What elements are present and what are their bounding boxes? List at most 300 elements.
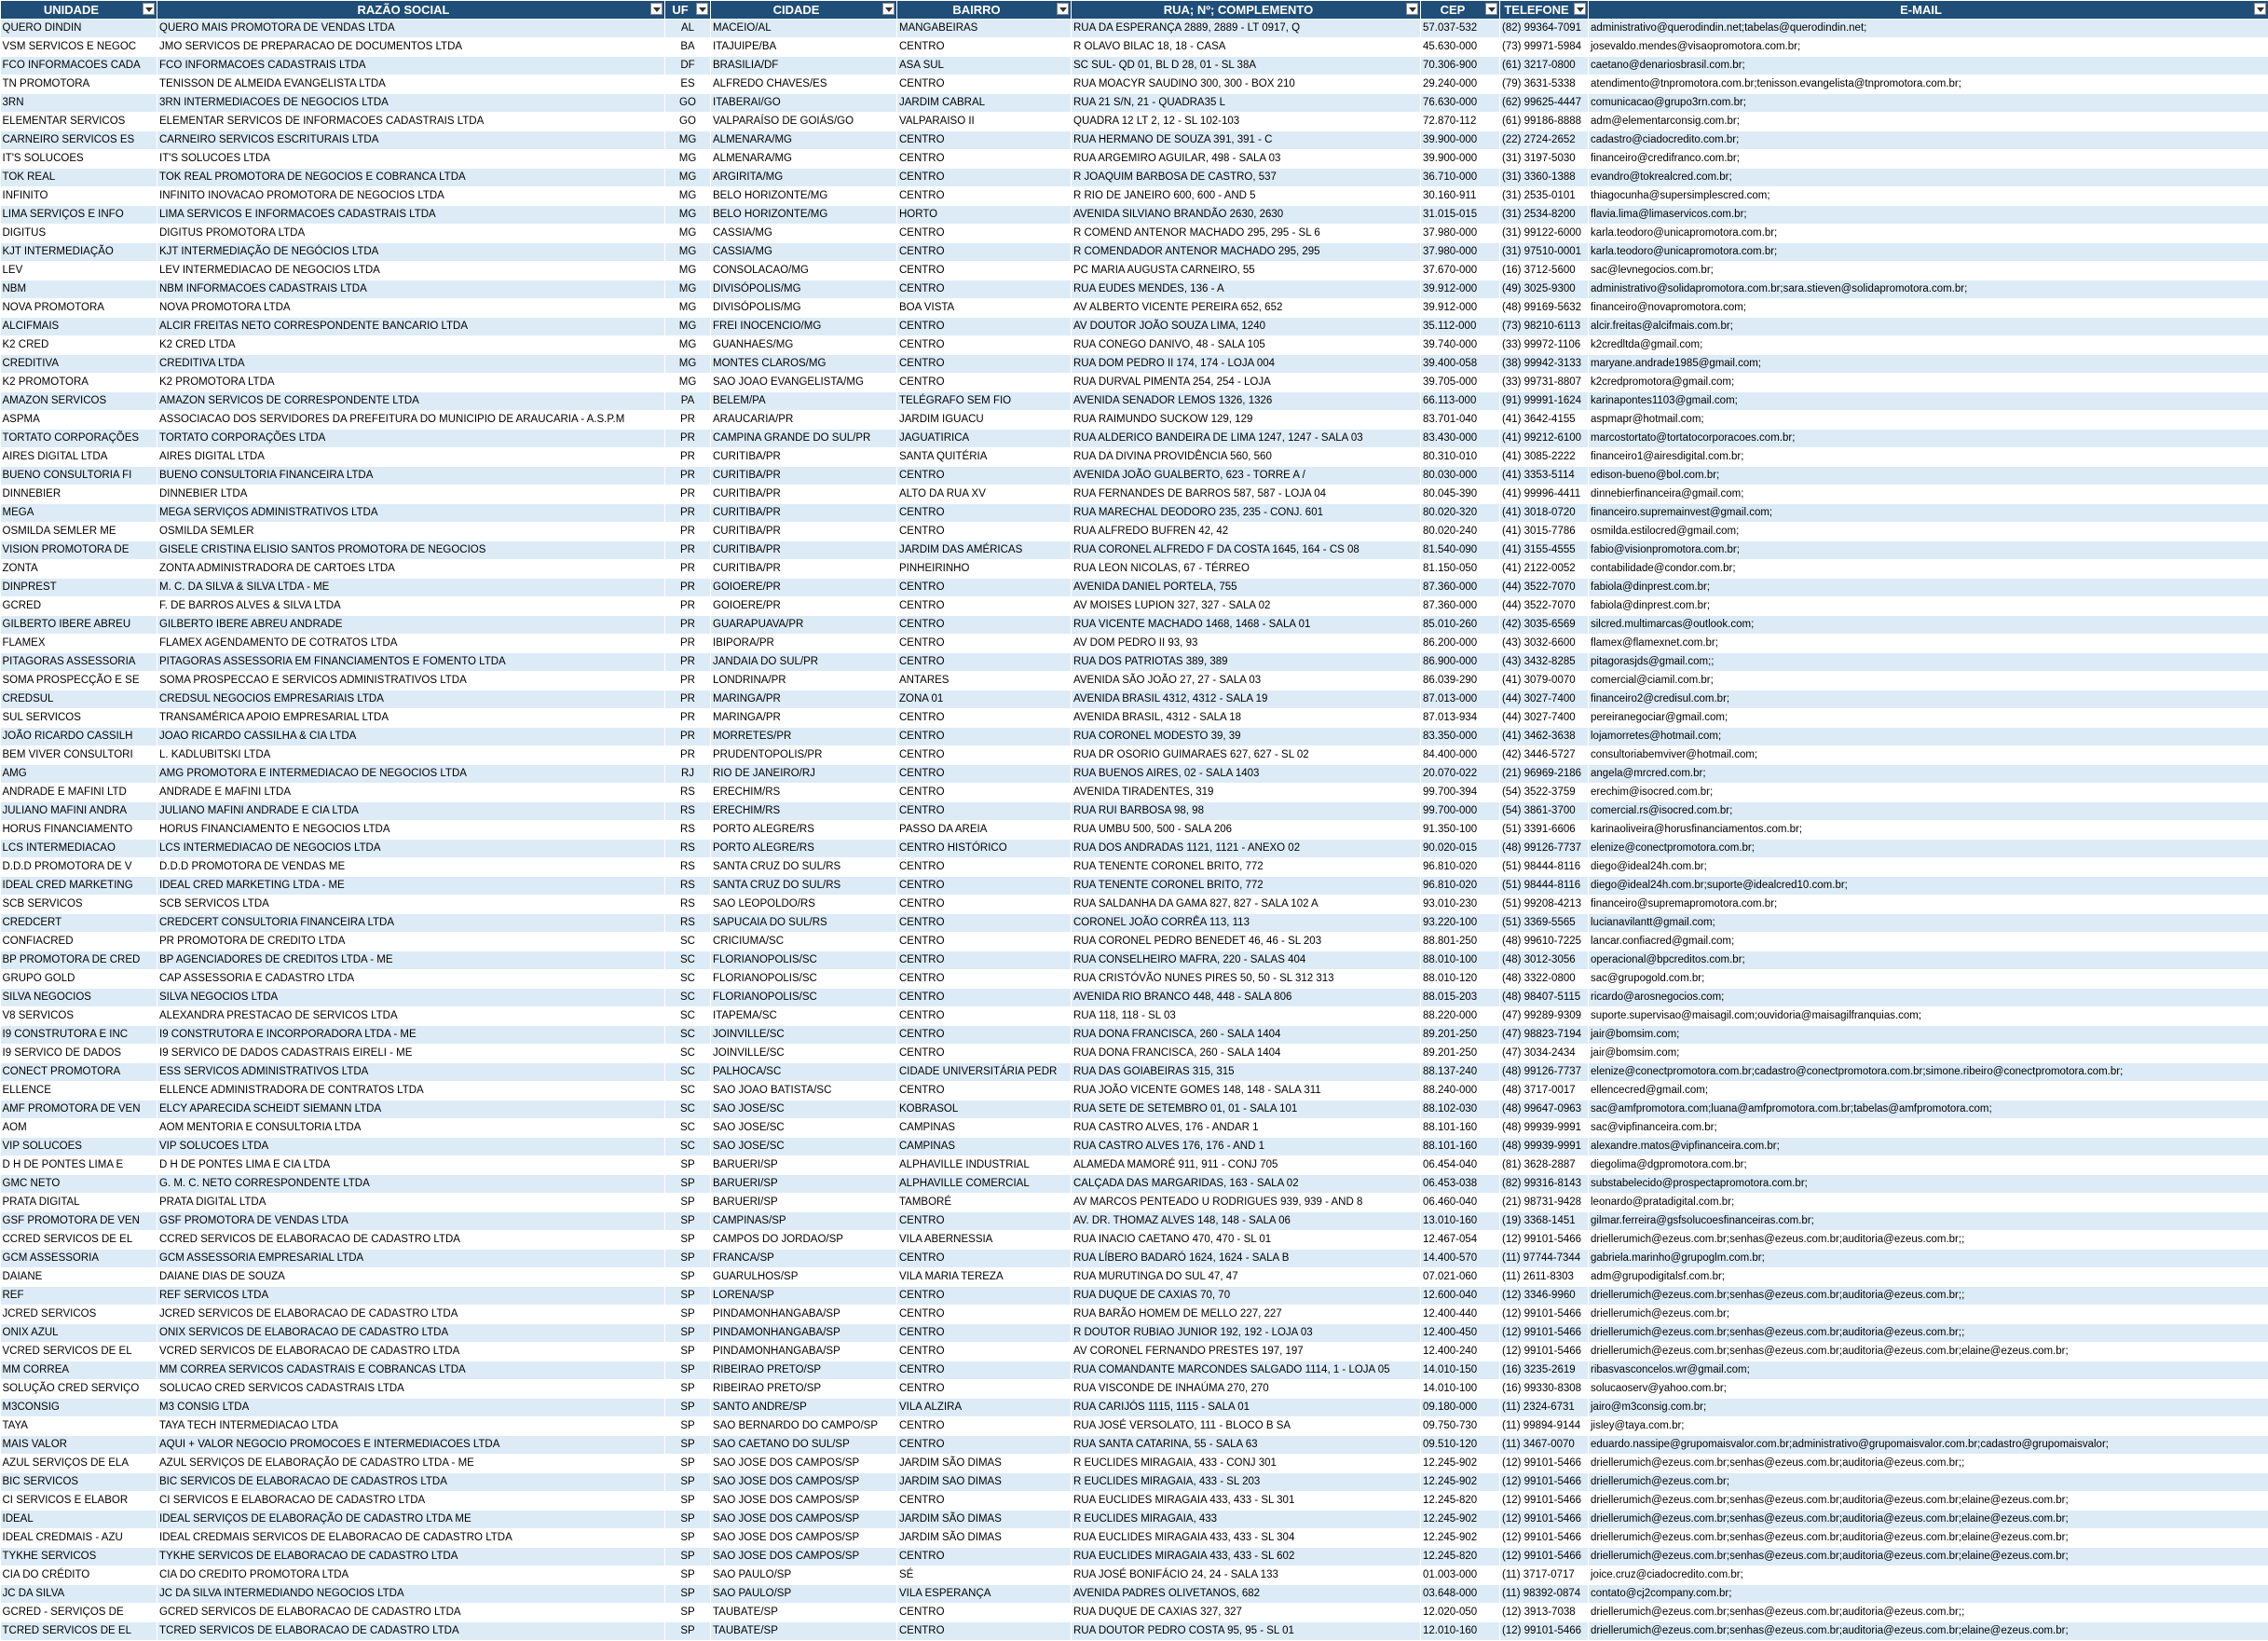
cell-unidade[interactable]: TYKHE SERVICOS	[1, 1548, 157, 1566]
cell-rua[interactable]: RUA DURVAL PIMENTA 254, 254 - LOJA	[1072, 374, 1421, 392]
cell-unidade[interactable]: ONIX AZUL	[1, 1324, 157, 1343]
cell-email[interactable]: maryane.andrade1985@gmail.com;	[1589, 355, 2268, 374]
cell-cidade[interactable]: SAO JOSE DOS CAMPOS/SP	[711, 1511, 897, 1529]
cell-telefone[interactable]: (41) 3018-0720	[1500, 504, 1589, 523]
cell-cep[interactable]: 12.400-240	[1421, 1343, 1500, 1361]
cell-rua[interactable]: RUA UMBU 500, 500 - SALA 206	[1072, 821, 1421, 840]
cell-unidade[interactable]: IDEAL CRED MARKETING	[1, 877, 157, 896]
cell-cep[interactable]: 90.020-015	[1421, 840, 1500, 858]
cell-cidade[interactable]: CONSOLACAO/MG	[711, 262, 897, 280]
cell-rua[interactable]: AV ALBERTO VICENTE PEREIRA 652, 652	[1072, 299, 1421, 318]
cell-razao-social[interactable]: NOVA PROMOTORA LTDA	[157, 299, 665, 318]
cell-cidade[interactable]: LORENA/SP	[711, 1287, 897, 1306]
cell-telefone[interactable]: (44) 3027-7400	[1500, 691, 1589, 709]
cell-telefone[interactable]: (33) 99972-1106	[1500, 336, 1589, 355]
cell-telefone[interactable]: (44) 3522-7070	[1500, 597, 1589, 616]
cell-rua[interactable]: RUA EUCLIDES MIRAGAIA 433, 433 - SL 602	[1072, 1548, 1421, 1566]
cell-cep[interactable]: 91.350-100	[1421, 821, 1500, 840]
cell-cidade[interactable]: PINDAMONHANGABA/SP	[711, 1324, 897, 1343]
cell-rua[interactable]: CORONEL JOÃO CORRÊA 113, 113	[1072, 914, 1421, 933]
cell-rua[interactable]: RUA DA DIVINA PROVIDÊNCIA 560, 560	[1072, 448, 1421, 467]
cell-cidade[interactable]: PRUDENTOPOLIS/PR	[711, 746, 897, 765]
cell-rua[interactable]: RUA TENENTE CORONEL BRITO, 772	[1072, 877, 1421, 896]
cell-bairro[interactable]: CENTRO	[897, 1250, 1072, 1268]
cell-telefone[interactable]: (16) 3712-5600	[1500, 262, 1589, 280]
cell-uf[interactable]: PR	[665, 691, 711, 709]
cell-rua[interactable]: AV MARCOS PENTEADO U RODRIGUES 939, 939 - AND 8	[1072, 1194, 1421, 1212]
cell-razao-social[interactable]: DIGITUS PROMOTORA LTDA	[157, 225, 665, 243]
cell-email[interactable]: cadastro@ciadocredito.com.br;	[1589, 131, 2268, 150]
cell-bairro[interactable]: CENTRO	[897, 765, 1072, 784]
cell-rua[interactable]: RUA ARGEMIRO AGUILAR, 498 - SALA 03	[1072, 150, 1421, 169]
cell-telefone[interactable]: (48) 99610-7225	[1500, 933, 1589, 951]
cell-cep[interactable]: 39.912-000	[1421, 280, 1500, 299]
cell-cidade[interactable]: RIO DE JANEIRO/RJ	[711, 765, 897, 784]
cell-unidade[interactable]: CCRED SERVICOS DE EL	[1, 1231, 157, 1250]
cell-cep[interactable]: 80.020-320	[1421, 504, 1500, 523]
cell-cidade[interactable]: SANTA CRUZ DO SUL/RS	[711, 858, 897, 877]
cell-uf[interactable]: SP	[665, 1585, 711, 1604]
cell-cidade[interactable]: SAO JOSE DOS CAMPOS/SP	[711, 1548, 897, 1566]
cell-cep[interactable]: 87.013-000	[1421, 691, 1500, 709]
cell-telefone[interactable]: (62) 99625-4447	[1500, 94, 1589, 113]
cell-bairro[interactable]: CENTRO	[897, 989, 1072, 1007]
cell-rua[interactable]: RUA DAS GOIABEIRAS 315, 315	[1072, 1063, 1421, 1082]
cell-cep[interactable]: 86.039-290	[1421, 672, 1500, 691]
cell-razao-social[interactable]: ESS SERVICOS ADMINISTRATIVOS LTDA	[157, 1063, 665, 1082]
cell-telefone[interactable]: (48) 99939-9991	[1500, 1119, 1589, 1138]
cell-cep[interactable]: 80.310-010	[1421, 448, 1500, 467]
cell-bairro[interactable]: CENTRO	[897, 1007, 1072, 1026]
cell-unidade[interactable]: ZONTA	[1, 560, 157, 579]
cell-razao-social[interactable]: TORTATO CORPORAÇÕES LTDA	[157, 430, 665, 448]
cell-telefone[interactable]: (48) 99647-0963	[1500, 1101, 1589, 1119]
cell-cidade[interactable]: SAO PAULO/SP	[711, 1585, 897, 1604]
cell-cidade[interactable]: GOIOERE/PR	[711, 579, 897, 597]
cell-rua[interactable]: RUA EUDES MENDES, 136 - A	[1072, 280, 1421, 299]
cell-email[interactable]: osmilda.estilocred@gmail.com;	[1589, 523, 2268, 541]
cell-email[interactable]: marcostortato@tortatocorporacoes.com.br;	[1589, 430, 2268, 448]
cell-uf[interactable]: SP	[665, 1343, 711, 1361]
cell-email[interactable]: jair@bomsim.com;	[1589, 1026, 2268, 1045]
cell-telefone[interactable]: (44) 3027-7400	[1500, 709, 1589, 728]
cell-unidade[interactable]: SILVA NEGOCIOS	[1, 989, 157, 1007]
cell-telefone[interactable]: (12) 99101-5466	[1500, 1455, 1589, 1473]
cell-email[interactable]: joice.cruz@ciadocredito.com.br;	[1589, 1566, 2268, 1585]
cell-telefone[interactable]: (12) 99101-5466	[1500, 1511, 1589, 1529]
cell-uf[interactable]: SP	[665, 1250, 711, 1268]
cell-uf[interactable]: SC	[665, 1082, 711, 1101]
cell-rua[interactable]: RUA DOS PATRIOTAS 389, 389	[1072, 653, 1421, 672]
cell-rua[interactable]: RUA CARIJÓS 1115, 1115 - SALA 01	[1072, 1399, 1421, 1417]
cell-cidade[interactable]: MARINGA/PR	[711, 691, 897, 709]
cell-unidade[interactable]: PITAGORAS ASSESSORIA	[1, 653, 157, 672]
cell-telefone[interactable]: (12) 99101-5466	[1500, 1473, 1589, 1492]
cell-cep[interactable]: 12.245-902	[1421, 1529, 1500, 1548]
cell-cep[interactable]: 80.030-000	[1421, 467, 1500, 485]
cell-rua[interactable]: PC MARIA AUGUSTA CARNEIRO, 55	[1072, 262, 1421, 280]
cell-bairro[interactable]: CENTRO	[897, 355, 1072, 374]
cell-bairro[interactable]: TAMBORÉ	[897, 1194, 1072, 1212]
cell-rua[interactable]: RUA BUENOS AIRES, 02 - SALA 1403	[1072, 765, 1421, 784]
cell-unidade[interactable]: I9 SERVICO DE DADOS	[1, 1045, 157, 1063]
cell-razao-social[interactable]: LIMA SERVICOS E INFORMACOES CADASTRAIS LTDA	[157, 206, 665, 225]
cell-bairro[interactable]: CENTRO	[897, 746, 1072, 765]
cell-rua[interactable]: RUA MURUTINGA DO SUL 47, 47	[1072, 1268, 1421, 1287]
cell-email[interactable]: consultoriabemviver@hotmail.com;	[1589, 746, 2268, 765]
cell-cidade[interactable]: IBIPORA/PR	[711, 635, 897, 653]
cell-unidade[interactable]: SOLUÇÃO CRED SERVIÇO	[1, 1380, 157, 1399]
cell-bairro[interactable]: CENTRO	[897, 951, 1072, 970]
cell-email[interactable]: comunicacao@grupo3rn.com.br;	[1589, 94, 2268, 113]
cell-cidade[interactable]: BARUERI/SP	[711, 1175, 897, 1194]
cell-telefone[interactable]: (31) 2534-8200	[1500, 206, 1589, 225]
cell-unidade[interactable]: OSMILDA SEMLER ME	[1, 523, 157, 541]
cell-unidade[interactable]: DINPREST	[1, 579, 157, 597]
cell-uf[interactable]: SP	[665, 1566, 711, 1585]
cell-cidade[interactable]: SAO JOSE/SC	[711, 1101, 897, 1119]
cell-email[interactable]: dinnebierfinanceira@gmail.com;	[1589, 485, 2268, 504]
cell-razao-social[interactable]: M. C. DA SILVA & SILVA LTDA - ME	[157, 579, 665, 597]
cell-cep[interactable]: 39.900-000	[1421, 150, 1500, 169]
cell-cep[interactable]: 99.700-000	[1421, 802, 1500, 821]
cell-email[interactable]: suporte.supervisao@maisagil.com;ouvidoria@maisagilfranquias.com;	[1589, 1007, 2268, 1026]
cell-bairro[interactable]: CENTRO	[897, 131, 1072, 150]
cell-telefone[interactable]: (91) 99991-1624	[1500, 392, 1589, 411]
cell-unidade[interactable]: TCRED SERVICOS DE EL	[1, 1622, 157, 1641]
cell-unidade[interactable]: BIC SERVICOS	[1, 1473, 157, 1492]
cell-razao-social[interactable]: QUERO MAIS PROMOTORA DE VENDAS LTDA	[157, 20, 665, 38]
cell-uf[interactable]: PR	[665, 672, 711, 691]
cell-razao-social[interactable]: G. M. C. NETO CORRESPONDENTE LTDA	[157, 1175, 665, 1194]
cell-unidade[interactable]: AOM	[1, 1119, 157, 1138]
cell-email[interactable]: contabilidade@condor.com.br;	[1589, 560, 2268, 579]
column-header-cep[interactable]	[1421, 1, 1500, 20]
cell-razao-social[interactable]: VIP SOLUCOES LTDA	[157, 1138, 665, 1156]
cell-cidade[interactable]: RIBEIRAO PRETO/SP	[711, 1380, 897, 1399]
cell-bairro[interactable]: CENTRO	[897, 1604, 1072, 1622]
cell-bairro[interactable]: CENTRO	[897, 1492, 1072, 1511]
cell-razao-social[interactable]: IDEAL CREDMAIS SERVICOS DE ELABORACAO DE CADASTRO LTDA	[157, 1529, 665, 1548]
cell-telefone[interactable]: (48) 99126-7737	[1500, 1063, 1589, 1082]
cell-razao-social[interactable]: TCRED SERVICOS DE ELABORACAO DE CADASTRO LTDA	[157, 1622, 665, 1641]
cell-uf[interactable]: SP	[665, 1548, 711, 1566]
cell-email[interactable]: karla.teodoro@unicapromotora.com.br;	[1589, 243, 2268, 262]
cell-telefone[interactable]: (73) 98210-6113	[1500, 318, 1589, 336]
cell-razao-social[interactable]: PRATA DIGITAL LTDA	[157, 1194, 665, 1212]
cell-email[interactable]: contato@cj2company.com.br;	[1589, 1585, 2268, 1604]
cell-unidade[interactable]: IDEAL CREDMAIS - AZU	[1, 1529, 157, 1548]
cell-unidade[interactable]: AMAZON SERVICOS	[1, 392, 157, 411]
cell-cidade[interactable]: CAMPINA GRANDE DO SUL/PR	[711, 430, 897, 448]
cell-telefone[interactable]: (51) 3369-5565	[1500, 914, 1589, 933]
cell-razao-social[interactable]: K2 PROMOTORA LTDA	[157, 374, 665, 392]
cell-uf[interactable]: SP	[665, 1212, 711, 1231]
cell-email[interactable]: fabio@visionpromotora.com.br;	[1589, 541, 2268, 560]
cell-telefone[interactable]: (81) 3628-2887	[1500, 1156, 1589, 1175]
cell-razao-social[interactable]: CCRED SERVICOS DE ELABORACAO DE CADASTRO LTDA	[157, 1231, 665, 1250]
cell-telefone[interactable]: (11) 97744-7344	[1500, 1250, 1589, 1268]
cell-unidade[interactable]: VIP SOLUCOES	[1, 1138, 157, 1156]
cell-cep[interactable]: 66.113-000	[1421, 392, 1500, 411]
cell-email[interactable]: diegolima@dgpromotora.com.br;	[1589, 1156, 2268, 1175]
cell-telefone[interactable]: (31) 3197-5030	[1500, 150, 1589, 169]
cell-unidade[interactable]: MM CORREA	[1, 1361, 157, 1380]
cell-cep[interactable]: 88.010-120	[1421, 970, 1500, 989]
cell-email[interactable]: driellerumich@ezeus.com.br;	[1589, 1473, 2268, 1492]
cell-uf[interactable]: PR	[665, 709, 711, 728]
cell-rua[interactable]: RUA HERMANO DE SOUZA 391, 391 - C	[1072, 131, 1421, 150]
filter-dropdown-icon[interactable]	[1574, 3, 1586, 15]
filter-dropdown-icon[interactable]	[1485, 3, 1497, 15]
cell-rua[interactable]: RUA DOM PEDRO II 174, 174 - LOJA 004	[1072, 355, 1421, 374]
cell-uf[interactable]: RS	[665, 858, 711, 877]
cell-cep[interactable]: 39.900-000	[1421, 131, 1500, 150]
cell-rua[interactable]: RUA BARÃO HOMEM DE MELLO 227, 227	[1072, 1306, 1421, 1324]
cell-telefone[interactable]: (12) 99101-5466	[1500, 1622, 1589, 1641]
cell-unidade[interactable]: DIGITUS	[1, 225, 157, 243]
cell-razao-social[interactable]: JC DA SILVA INTERMEDIANDO NEGOCIOS LTDA	[157, 1585, 665, 1604]
cell-email[interactable]: lancar.confiacred@gmail.com;	[1589, 933, 2268, 951]
cell-cidade[interactable]: ITAJUIPE/BA	[711, 38, 897, 57]
cell-email[interactable]: angela@mrcred.com.br;	[1589, 765, 2268, 784]
cell-razao-social[interactable]: CIA DO CREDITO PROMOTORA LTDA	[157, 1566, 665, 1585]
cell-unidade[interactable]: VCRED SERVICOS DE EL	[1, 1343, 157, 1361]
cell-razao-social[interactable]: GCM ASSESSORIA EMPRESARIAL LTDA	[157, 1250, 665, 1268]
cell-bairro[interactable]: CENTRO	[897, 653, 1072, 672]
cell-telefone[interactable]: (11) 98392-0874	[1500, 1585, 1589, 1604]
cell-rua[interactable]: AVENIDA SILVIANO BRANDÃO 2630, 2630	[1072, 206, 1421, 225]
cell-razao-social[interactable]: F. DE BARROS ALVES & SILVA LTDA	[157, 597, 665, 616]
cell-bairro[interactable]: CENTRO	[897, 262, 1072, 280]
cell-razao-social[interactable]: L. KADLUBITSKI LTDA	[157, 746, 665, 765]
cell-razao-social[interactable]: VCRED SERVICOS DE ELABORACAO DE CADASTRO LTDA	[157, 1343, 665, 1361]
cell-uf[interactable]: SP	[665, 1231, 711, 1250]
cell-cep[interactable]: 06.453-038	[1421, 1175, 1500, 1194]
cell-telefone[interactable]: (48) 99169-5632	[1500, 299, 1589, 318]
cell-bairro[interactable]: CENTRO	[897, 709, 1072, 728]
cell-cep[interactable]: 72.870-112	[1421, 113, 1500, 131]
cell-bairro[interactable]: CENTRO	[897, 523, 1072, 541]
cell-cep[interactable]: 88.101-160	[1421, 1119, 1500, 1138]
cell-email[interactable]: flamex@flamexnet.com.br;	[1589, 635, 2268, 653]
cell-rua[interactable]: RUA 21 S/N, 21 - QUADRA35 L	[1072, 94, 1421, 113]
cell-rua[interactable]: RUA CASTRO ALVES 176, 176 - AND 1	[1072, 1138, 1421, 1156]
cell-telefone[interactable]: (48) 99126-7737	[1500, 840, 1589, 858]
cell-bairro[interactable]: CENTRO	[897, 970, 1072, 989]
cell-razao-social[interactable]: TOK REAL PROMOTORA DE NEGOCIOS E COBRANCA LTDA	[157, 169, 665, 187]
cell-uf[interactable]: SC	[665, 933, 711, 951]
cell-rua[interactable]: RUA ALFREDO BUFREN 42, 42	[1072, 523, 1421, 541]
cell-cep[interactable]: 01.003-000	[1421, 1566, 1500, 1585]
cell-bairro[interactable]: CENTRO	[897, 728, 1072, 746]
cell-telefone[interactable]: (41) 3079-0070	[1500, 672, 1589, 691]
cell-email[interactable]: lucianavilantt@gmail.com;	[1589, 914, 2268, 933]
cell-unidade[interactable]: D H DE PONTES LIMA E	[1, 1156, 157, 1175]
cell-uf[interactable]: PR	[665, 579, 711, 597]
cell-email[interactable]: driellerumich@ezeus.com.br;senhas@ezeus.com.br;auditoria@ezeus.com.br;elaine@ezeus.com.br;	[1589, 1529, 2268, 1548]
cell-unidade[interactable]: KJT INTERMEDIAÇÃO	[1, 243, 157, 262]
cell-uf[interactable]: PR	[665, 653, 711, 672]
cell-cep[interactable]: 14.400-570	[1421, 1250, 1500, 1268]
cell-email[interactable]: comercial.rs@isocred.com.br;	[1589, 802, 2268, 821]
cell-unidade[interactable]: NOVA PROMOTORA	[1, 299, 157, 318]
cell-rua[interactable]: RUA CONEGO DANIVO, 48 - SALA 105	[1072, 336, 1421, 355]
cell-unidade[interactable]: JC DA SILVA	[1, 1585, 157, 1604]
cell-cidade[interactable]: SAO JOSE DOS CAMPOS/SP	[711, 1492, 897, 1511]
cell-uf[interactable]: ES	[665, 75, 711, 94]
cell-email[interactable]: silcred.multimarcas@outlook.com;	[1589, 616, 2268, 635]
cell-cidade[interactable]: CAMPINAS/SP	[711, 1212, 897, 1231]
cell-bairro[interactable]: CENTRO	[897, 1417, 1072, 1436]
column-header-cidade[interactable]	[711, 1, 897, 20]
cell-bairro[interactable]: JAGUATIRICA	[897, 430, 1072, 448]
cell-cep[interactable]: 36.710-000	[1421, 169, 1500, 187]
cell-bairro[interactable]: ANTARES	[897, 672, 1072, 691]
cell-uf[interactable]: PR	[665, 746, 711, 765]
cell-telefone[interactable]: (43) 3432-8285	[1500, 653, 1589, 672]
cell-uf[interactable]: MG	[665, 131, 711, 150]
cell-telefone[interactable]: (42) 3446-5727	[1500, 746, 1589, 765]
cell-email[interactable]: driellerumich@ezeus.com.br;senhas@ezeus.com.br;auditoria@ezeus.com.br;elaine@ezeus.com.br;	[1589, 1492, 2268, 1511]
cell-uf[interactable]: SP	[665, 1511, 711, 1529]
cell-telefone[interactable]: (41) 3642-4155	[1500, 411, 1589, 430]
cell-uf[interactable]: SP	[665, 1622, 711, 1641]
cell-unidade[interactable]: CONECT PROMOTORA	[1, 1063, 157, 1082]
cell-telefone[interactable]: (16) 3235-2619	[1500, 1361, 1589, 1380]
cell-razao-social[interactable]: ONIX SERVICOS DE ELABORACAO DE CADASTRO LTDA	[157, 1324, 665, 1343]
cell-uf[interactable]: SP	[665, 1361, 711, 1380]
cell-rua[interactable]: R EUCLIDES MIRAGAIA, 433	[1072, 1511, 1421, 1529]
cell-uf[interactable]: RS	[665, 840, 711, 858]
cell-uf[interactable]: PR	[665, 504, 711, 523]
cell-unidade[interactable]: SOMA PROSPECÇÃO E SE	[1, 672, 157, 691]
cell-cidade[interactable]: MORRETES/PR	[711, 728, 897, 746]
cell-cidade[interactable]: SAO LEOPOLDO/RS	[711, 896, 897, 914]
cell-uf[interactable]: SP	[665, 1175, 711, 1194]
cell-uf[interactable]: SC	[665, 951, 711, 970]
cell-razao-social[interactable]: D.D.D PROMOTORA DE VENDAS ME	[157, 858, 665, 877]
cell-unidade[interactable]: FLAMEX	[1, 635, 157, 653]
cell-razao-social[interactable]: BUENO CONSULTORIA FINANCEIRA LTDA	[157, 467, 665, 485]
cell-rua[interactable]: RUA SALDANHA DA GAMA 827, 827 - SALA 102 A	[1072, 896, 1421, 914]
cell-email[interactable]: ellencecred@gmail.com;	[1589, 1082, 2268, 1101]
cell-rua[interactable]: RUA EUCLIDES MIRAGAIA 433, 433 - SL 304	[1072, 1529, 1421, 1548]
cell-rua[interactable]: AVENIDA BRASIL 4312, 4312 - SALA 19	[1072, 691, 1421, 709]
cell-unidade[interactable]: GMC NETO	[1, 1175, 157, 1194]
cell-razao-social[interactable]: ANDRADE E MAFINI LTDA	[157, 784, 665, 802]
cell-uf[interactable]: PR	[665, 448, 711, 467]
cell-uf[interactable]: PR	[665, 467, 711, 485]
cell-razao-social[interactable]: ELEMENTAR SERVICOS DE INFORMACOES CADASTRAIS LTDA	[157, 113, 665, 131]
cell-uf[interactable]: MG	[665, 262, 711, 280]
cell-uf[interactable]: RS	[665, 784, 711, 802]
cell-unidade[interactable]: K2 CRED	[1, 336, 157, 355]
cell-email[interactable]: alexandre.matos@vipfinanceira.com.br;	[1589, 1138, 2268, 1156]
cell-rua[interactable]: AVENIDA SÃO JOÃO 27, 27 - SALA 03	[1072, 672, 1421, 691]
cell-cep[interactable]: 89.201-250	[1421, 1045, 1500, 1063]
cell-razao-social[interactable]: REF SERVICOS LTDA	[157, 1287, 665, 1306]
cell-rua[interactable]: QUADRA 12 LT 2, 12 - SL 102-103	[1072, 113, 1421, 131]
cell-cep[interactable]: 86.200-000	[1421, 635, 1500, 653]
cell-cidade[interactable]: PINDAMONHANGABA/SP	[711, 1306, 897, 1324]
cell-telefone[interactable]: (12) 3346-9960	[1500, 1287, 1589, 1306]
cell-cep[interactable]: 03.648-000	[1421, 1585, 1500, 1604]
cell-uf[interactable]: SP	[665, 1306, 711, 1324]
cell-cidade[interactable]: BARUERI/SP	[711, 1156, 897, 1175]
cell-cep[interactable]: 20.070-022	[1421, 765, 1500, 784]
cell-razao-social[interactable]: IDEAL SERVIÇOS DE ELABORAÇÃO DE CADASTRO LTDA ME	[157, 1511, 665, 1529]
cell-telefone[interactable]: (11) 99894-9144	[1500, 1417, 1589, 1436]
cell-telefone[interactable]: (12) 99101-5466	[1500, 1231, 1589, 1250]
cell-unidade[interactable]: 3RN	[1, 94, 157, 113]
cell-email[interactable]: operacional@bpcreditos.com.br;	[1589, 951, 2268, 970]
cell-cidade[interactable]: GOIOERE/PR	[711, 597, 897, 616]
cell-unidade[interactable]: BUENO CONSULTORIA FI	[1, 467, 157, 485]
cell-cidade[interactable]: PALHOCA/SC	[711, 1063, 897, 1082]
cell-rua[interactable]: RUA JOSÉ VERSOLATO, 111 - BLOCO B SA	[1072, 1417, 1421, 1436]
cell-bairro[interactable]: CENTRO	[897, 243, 1072, 262]
column-header-uf[interactable]	[665, 1, 711, 20]
cell-uf[interactable]: SC	[665, 989, 711, 1007]
cell-cep[interactable]: 09.180-000	[1421, 1399, 1500, 1417]
filter-dropdown-icon[interactable]	[2254, 3, 2266, 15]
cell-cep[interactable]: 12.467-054	[1421, 1231, 1500, 1250]
cell-razao-social[interactable]: IT'S SOLUCOES LTDA	[157, 150, 665, 169]
cell-bairro[interactable]: SÉ	[897, 1566, 1072, 1585]
cell-uf[interactable]: SP	[665, 1492, 711, 1511]
cell-uf[interactable]: PR	[665, 635, 711, 653]
cell-telefone[interactable]: (43) 3032-6600	[1500, 635, 1589, 653]
cell-uf[interactable]: SP	[665, 1455, 711, 1473]
cell-cep[interactable]: 93.220-100	[1421, 914, 1500, 933]
cell-cep[interactable]: 39.912-000	[1421, 299, 1500, 318]
cell-email[interactable]: leonardo@pratadigital.com.br;	[1589, 1194, 2268, 1212]
cell-cidade[interactable]: CURITIBA/PR	[711, 485, 897, 504]
cell-cidade[interactable]: SAO JOAO BATISTA/SC	[711, 1082, 897, 1101]
cell-razao-social[interactable]: SILVA NEGOCIOS LTDA	[157, 989, 665, 1007]
cell-email[interactable]: sac@vipfinanceira.com.br;	[1589, 1119, 2268, 1138]
cell-bairro[interactable]: CENTRO	[897, 280, 1072, 299]
cell-email[interactable]: edison-bueno@bol.com.br;	[1589, 467, 2268, 485]
cell-cidade[interactable]: SANTO ANDRE/SP	[711, 1399, 897, 1417]
cell-razao-social[interactable]: AOM MENTORIA E CONSULTORIA LTDA	[157, 1119, 665, 1138]
cell-razao-social[interactable]: ELLENCE ADMINISTRADORA DE CONTRATOS LTDA	[157, 1082, 665, 1101]
cell-cidade[interactable]: SAO JOSE/SC	[711, 1119, 897, 1138]
cell-rua[interactable]: RUA DONA FRANCISCA, 260 - SALA 1404	[1072, 1026, 1421, 1045]
cell-rua[interactable]: SC SUL- QD 01, BL D 28, 01 - SL 38A	[1072, 57, 1421, 75]
cell-rua[interactable]: RUA ALDERICO BANDEIRA DE LIMA 1247, 1247 - SALA 03	[1072, 430, 1421, 448]
cell-unidade[interactable]: CREDSUL	[1, 691, 157, 709]
cell-telefone[interactable]: (48) 99939-9991	[1500, 1138, 1589, 1156]
cell-rua[interactable]: AVENIDA PADRES OLIVETANOS, 682	[1072, 1585, 1421, 1604]
cell-bairro[interactable]: VILA ALZIRA	[897, 1399, 1072, 1417]
cell-email[interactable]: financeiro.supremainvest@gmail.com;	[1589, 504, 2268, 523]
cell-rua[interactable]: RUA CORONEL PEDRO BENEDET 46, 46 - SL 203	[1072, 933, 1421, 951]
cell-razao-social[interactable]: PITAGORAS ASSESSORIA EM FINANCIAMENTOS E FOMENTO LTDA	[157, 653, 665, 672]
cell-razao-social[interactable]: BIC SERVICOS DE ELABORACAO DE CADASTROS LTDA	[157, 1473, 665, 1492]
cell-email[interactable]: driellerumich@ezeus.com.br;senhas@ezeus.com.br;auditoria@ezeus.com.br;;	[1589, 1455, 2268, 1473]
cell-bairro[interactable]: CENTRO	[897, 858, 1072, 877]
cell-uf[interactable]: SC	[665, 1119, 711, 1138]
cell-email[interactable]: substabelecido@prospectapromotora.com.br;	[1589, 1175, 2268, 1194]
cell-uf[interactable]: SP	[665, 1604, 711, 1622]
cell-cidade[interactable]: CRICIUMA/SC	[711, 933, 897, 951]
cell-unidade[interactable]: LIMA SERVIÇOS E INFO	[1, 206, 157, 225]
cell-rua[interactable]: RUA RUI BARBOSA 98, 98	[1072, 802, 1421, 821]
cell-rua[interactable]: RUA JOÃO VICENTE GOMES 148, 148 - SALA 311	[1072, 1082, 1421, 1101]
cell-telefone[interactable]: (48) 3012-3056	[1500, 951, 1589, 970]
